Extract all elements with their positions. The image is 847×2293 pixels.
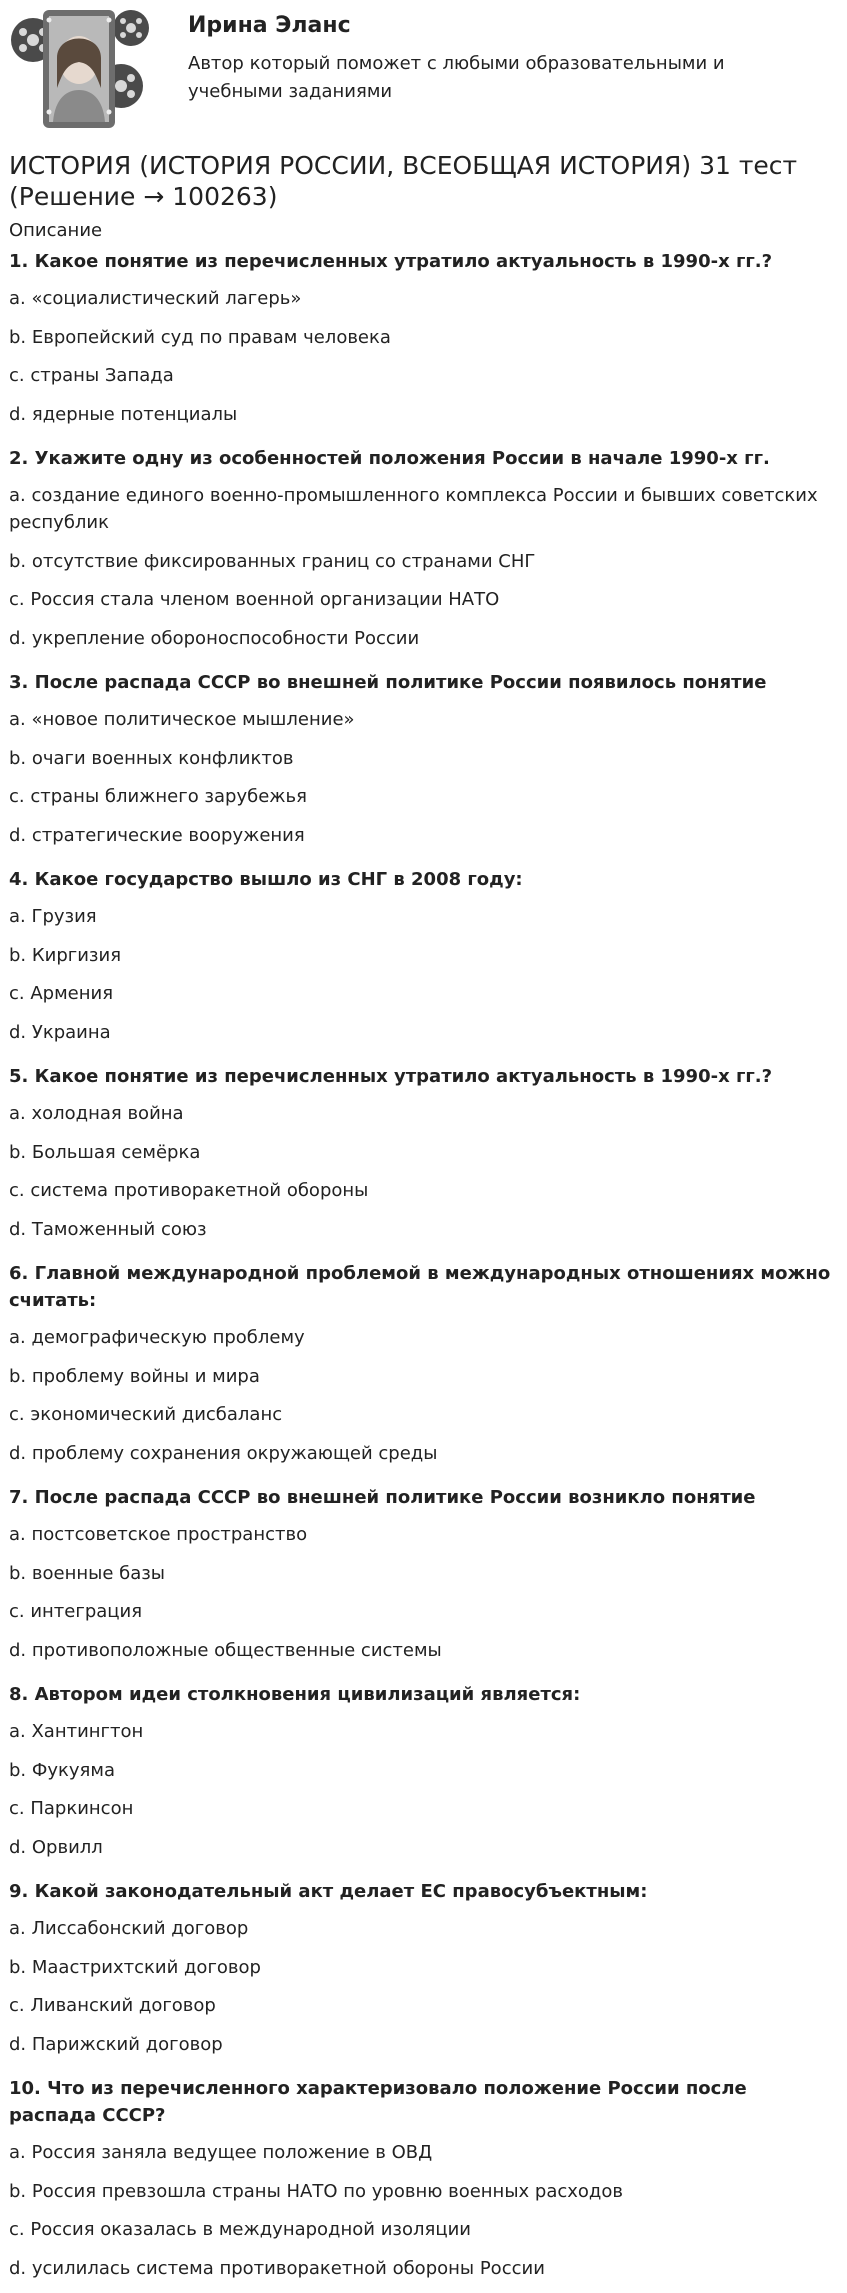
question-text: 6. Главной международной проблемой в международных отношениях можно считать: — [9, 1254, 838, 1324]
author-description: Автор который поможет с любыми образовательными и учебными заданиями — [188, 50, 808, 106]
answer-option: a. «социалистический лагерь» — [9, 285, 838, 324]
answer-option: b. проблему войны и мира — [9, 1363, 838, 1402]
author-info — [188, 2, 808, 106]
question-block — [9, 2069, 838, 2293]
answer-option: b. Большая семёрка — [9, 1139, 838, 1178]
answer-option: a. холодная война — [9, 1100, 838, 1139]
answer-option: a. Лиссабонский договор — [9, 1915, 838, 1954]
description-label: Описание — [9, 220, 838, 242]
answer-option: a. Грузия — [9, 903, 838, 942]
answer-option: d. проблему сохранения окружающей среды — [9, 1440, 838, 1479]
answer-option: a. «новое политическое мышление» — [9, 706, 838, 745]
answer-option: b. очаги военных конфликтов — [9, 745, 838, 784]
question-text: 4. Какое государство вышло из СНГ в 2008 году: — [9, 860, 838, 903]
answer-option: b. военные базы — [9, 1560, 838, 1599]
question-block — [9, 1478, 838, 1675]
answer-option: c. страны ближнего зарубежья — [9, 783, 838, 822]
answer-option: c. система противоракетной обороны — [9, 1177, 838, 1216]
question-block — [9, 439, 838, 663]
question-text: 9. Какой законодательный акт делает ЕС правосубъектным: — [9, 1872, 838, 1915]
question-block — [9, 242, 838, 439]
document-title: ИСТОРИЯ (ИСТОРИЯ РОССИИ, ВСЕОБЩАЯ ИСТОРИЯ) 31 тест (Решение → 100263) — [9, 148, 838, 212]
question-block — [9, 1254, 838, 1478]
answer-option: d. стратегические вооружения — [9, 822, 838, 861]
question-block — [9, 860, 838, 1057]
answer-option: d. противоположные общественные системы — [9, 1637, 838, 1676]
answer-option: c. Паркинсон — [9, 1795, 838, 1834]
answer-option: b. Киргизия — [9, 942, 838, 981]
question-text: 10. Что из перечисленного характеризовало положение России после распада СССР? — [9, 2069, 838, 2139]
question-text: 7. После распада СССР во внешней политике России возникло понятие — [9, 1478, 838, 1521]
question-block — [9, 1675, 838, 1872]
answer-option: a. Россия заняла ведущее положение в ОВД — [9, 2139, 838, 2178]
answer-option: c. страны Запада — [9, 362, 838, 401]
answer-option: b. Россия превзошла страны НАТО по уровню военных расходов — [9, 2178, 838, 2217]
answer-option: c. Россия стала членом военной организации НАТО — [9, 586, 838, 625]
answer-option: c. экономический дисбаланс — [9, 1401, 838, 1440]
film-reel-avatar-image — [9, 2, 149, 134]
answer-option: a. демографическую проблему — [9, 1324, 838, 1363]
author-name[interactable]: Ирина Эланс — [188, 12, 808, 40]
author-avatar — [9, 2, 149, 134]
answer-option: c. Армения — [9, 980, 838, 1019]
question-text: 5. Какое понятие из перечисленных утратило актуальность в 1990-х гг.? — [9, 1057, 838, 1100]
answer-option: d. ядерные потенциалы — [9, 401, 838, 440]
answer-option: c. интеграция — [9, 1598, 838, 1637]
answer-option: d. Таможенный союз — [9, 1216, 838, 1255]
answer-option: d. укрепление обороноспособности России — [9, 625, 838, 664]
answer-option: d. Украина — [9, 1019, 838, 1058]
questions-list — [9, 242, 838, 2293]
answer-option: d. усилилась система противоракетной обороны России — [9, 2255, 838, 2293]
answer-option: a. создание единого военно-промышленного комплекса России и бывших советских республик — [9, 482, 838, 548]
answer-option: b. Европейский суд по правам человека — [9, 324, 838, 363]
answer-option: a. Хантингтон — [9, 1718, 838, 1757]
answer-option: b. Маастрихтский договор — [9, 1954, 838, 1993]
answer-option: d. Парижский договор — [9, 2031, 838, 2070]
question-block — [9, 1057, 838, 1254]
question-block — [9, 663, 838, 860]
question-text: 1. Какое понятие из перечисленных утратило актуальность в 1990-х гг.? — [9, 242, 838, 285]
question-text: 3. После распада СССР во внешней политике России появилось понятие — [9, 663, 838, 706]
answer-option: a. постсоветское пространство — [9, 1521, 838, 1560]
question-text: 2. Укажите одну из особенностей положения России в начале 1990-х гг. — [9, 439, 838, 482]
answer-option: c. Ливанский договор — [9, 1992, 838, 2031]
question-text: 8. Автором идеи столкновения цивилизаций является: — [9, 1675, 838, 1718]
question-block — [9, 1872, 838, 2069]
answer-option: b. Фукуяма — [9, 1757, 838, 1796]
author-card — [9, 0, 838, 148]
answer-option: d. Орвилл — [9, 1834, 838, 1873]
answer-option: c. Россия оказалась в международной изоляции — [9, 2216, 838, 2255]
answer-option: b. отсутствие фиксированных границ со странами СНГ — [9, 548, 838, 587]
